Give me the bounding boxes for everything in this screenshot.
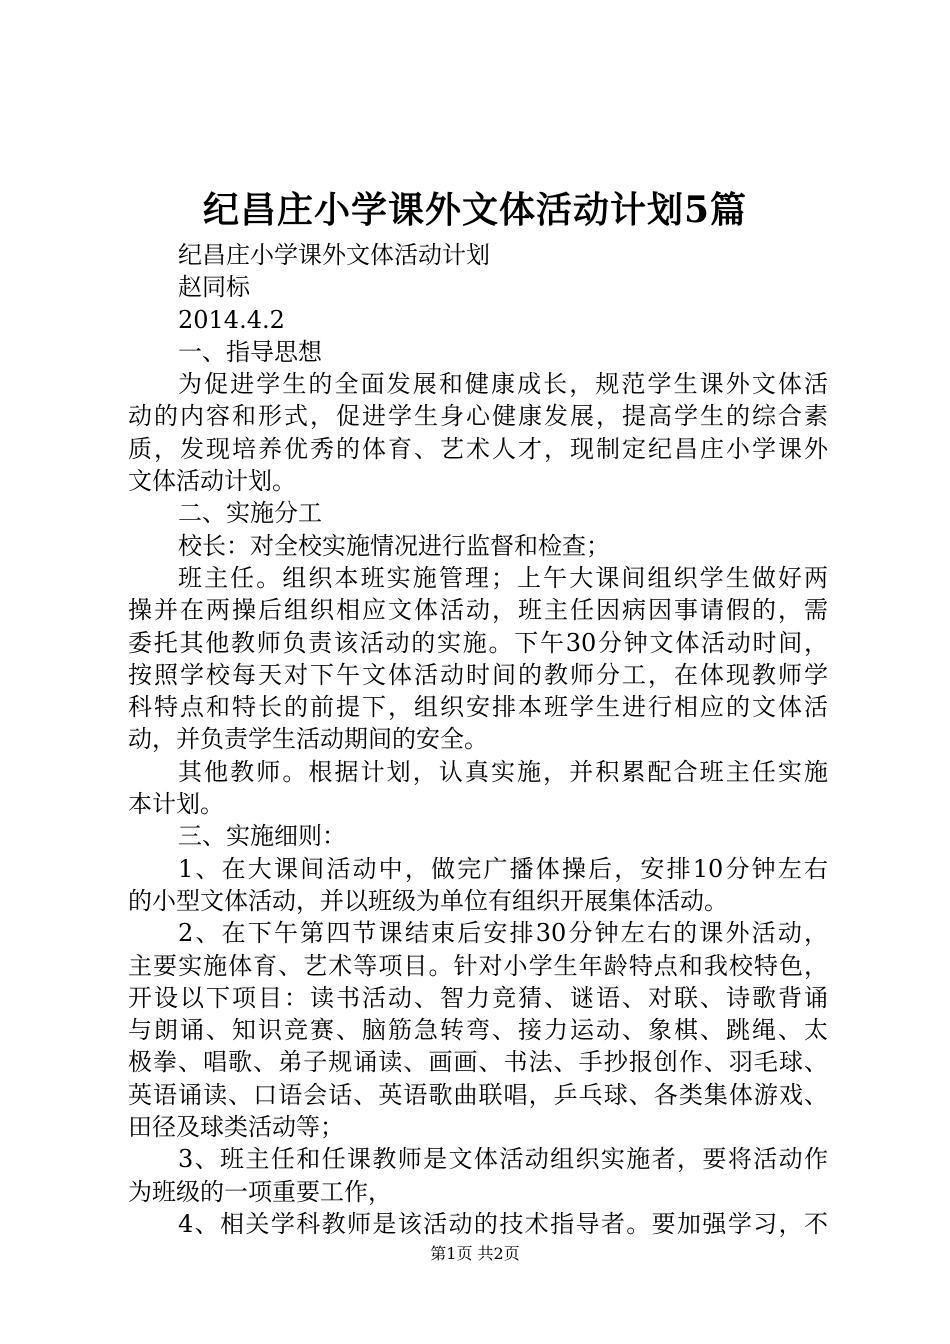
- body-line: 2、在下午第四节课结束后安排30分钟左右的课外活动，: [178, 919, 828, 948]
- body-line: 英语诵读、口语会话、英语歌曲联唱，乒乓球、各类集体游戏、: [128, 1080, 828, 1109]
- body-line: 班主任。组织本班实施管理；上午大课间组织学生做好两: [178, 563, 828, 592]
- body-line: 主要实施体育、艺术等项目。针对小学生年龄特点和我校特色，: [128, 951, 828, 980]
- body-line: 与朗诵、知识竞赛、脑筋急转弯、接力运动、象棋、跳绳、太: [128, 1016, 828, 1045]
- body-line: 委托其他教师负责该活动的实施。下午30分钟文体活动时间，: [128, 628, 828, 657]
- body-line: 操并在两操后组织相应文体活动，班主任因病因事请假的，需: [128, 596, 828, 625]
- body-line: 赵同标: [178, 273, 250, 302]
- body-line: 为促进学生的全面发展和健康成长，规范学生课外文体活: [178, 370, 828, 399]
- document-body: [128, 239, 828, 1240]
- body-line: 动，并负责学生活动期间的安全。: [128, 725, 488, 754]
- body-line: 3、班主任和任课教师是文体活动组织实施者，要将活动作: [178, 1145, 828, 1174]
- body-line: 动的内容和形式，促进学生身心健康发展，提高学生的综合素: [128, 402, 828, 431]
- body-line: 一、指导思想: [178, 337, 322, 366]
- body-line: 本计划。: [128, 790, 224, 819]
- body-line: 开设以下项目：读书活动、智力竞猜、谜语、对联、诗歌背诵: [128, 983, 828, 1012]
- body-line: 极拳、唱歌、弟子规诵读、画画、书法、手抄报创作、羽毛球、: [128, 1048, 828, 1077]
- body-line: 的小型文体活动，并以班级为单位有组织开展集体活动。: [128, 886, 728, 915]
- body-line: 三、实施细则：: [178, 822, 346, 851]
- body-line: 文体活动计划。: [128, 467, 296, 496]
- body-line: 按照学校每天对下午文体活动时间的教师分工，在体现教师学: [128, 660, 828, 689]
- body-line: 4、相关学科教师是该活动的技术指导者。要加强学习，不: [178, 1209, 828, 1238]
- body-line: 纪昌庄小学课外文体活动计划: [178, 241, 490, 269]
- body-line: 为班级的一项重要工作，: [128, 1177, 392, 1206]
- page-footer: 第1页 共2页: [430, 1244, 520, 1263]
- body-line: 质，发现培养优秀的体育、艺术人才，现制定纪昌庄小学课外: [128, 434, 828, 463]
- body-line: 其他教师。根据计划，认真实施，并积累配合班主任实施: [178, 757, 828, 786]
- body-line: 田径及球类活动等；: [128, 1113, 344, 1142]
- body-line: 校长：对全校实施情况进行监督和检查；: [178, 531, 610, 560]
- body-line: 2014.4.2: [178, 305, 285, 334]
- body-line: 二、实施分工: [178, 499, 322, 528]
- body-line: 1、在大课间活动中，做完广播体操后，安排10分钟左右: [178, 854, 828, 883]
- document-title: 纪昌庄小学课外文体活动计划5篇: [202, 189, 748, 231]
- body-line: 科特点和特长的前提下，组织安排本班学生进行相应的文体活: [128, 693, 828, 722]
